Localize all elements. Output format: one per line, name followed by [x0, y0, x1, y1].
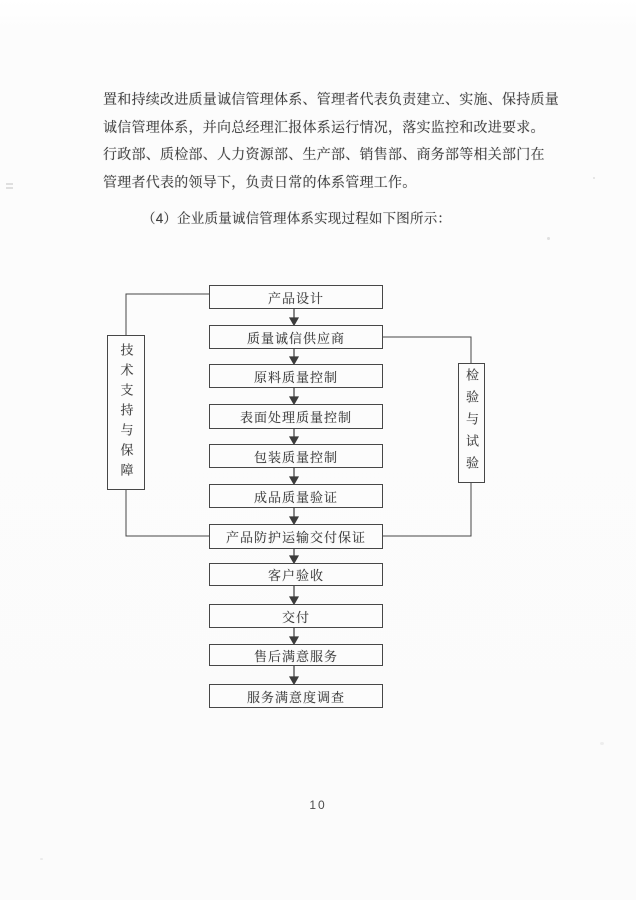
page-number: 10: [309, 798, 327, 812]
technical-support-box: 技术支持与保障: [107, 335, 145, 490]
paragraph-line: 管理者代表的领导下，负责日常的体系管理工作。: [103, 173, 417, 190]
flow-step-surface-treatment-quality-control: 表面处理质量控制: [209, 404, 383, 429]
flow-step-quality-integrity-supplier: 质量诚信供应商: [209, 325, 383, 349]
inspection-test-box: 检验与试验: [458, 363, 485, 483]
paragraph-line: 置和持续改进质量诚信管理体系、管理者代表负责建立、实施、保持质量: [103, 91, 559, 107]
connector-left-bottom: [126, 490, 209, 536]
paragraph-line: 诚信管理体系，并向总经理汇报体系运行情况，落实监控和改进要求。: [103, 118, 545, 135]
flow-step-packaging-quality-control: 包装质量控制: [209, 444, 383, 468]
paragraph-line: 行政部、质检部、人力资源部、生产部、销售部、商务部等相关部门在: [103, 146, 545, 163]
connector-right-top: [383, 337, 471, 363]
connector-right-bottom: [383, 483, 471, 536]
connector-left-top: [126, 294, 209, 335]
scan-speck: [600, 742, 604, 745]
flow-step-after-sales-service: 售后满意服务: [209, 644, 383, 666]
flow-step-customer-acceptance: 客户验收: [209, 563, 383, 586]
scan-speck: [547, 237, 550, 240]
section-heading: （4）企业质量诚信管理体系实现过程如下图所示：: [142, 211, 452, 226]
scan-speck: [6, 183, 13, 185]
scan-speck: [40, 858, 43, 860]
flow-step-product-protection-transport-delivery: 产品防护运输交付保证: [209, 524, 383, 549]
flow-step-delivery: 交付: [209, 604, 383, 628]
scan-speck: [593, 177, 595, 179]
flow-step-service-satisfaction-survey: 服务满意度调查: [209, 684, 383, 708]
flow-step-finished-product-quality-verification: 成品质量验证: [209, 484, 383, 508]
flow-step-product-design: 产品设计: [209, 285, 383, 309]
flow-step-raw-material-quality-control: 原料质量控制: [209, 364, 383, 388]
